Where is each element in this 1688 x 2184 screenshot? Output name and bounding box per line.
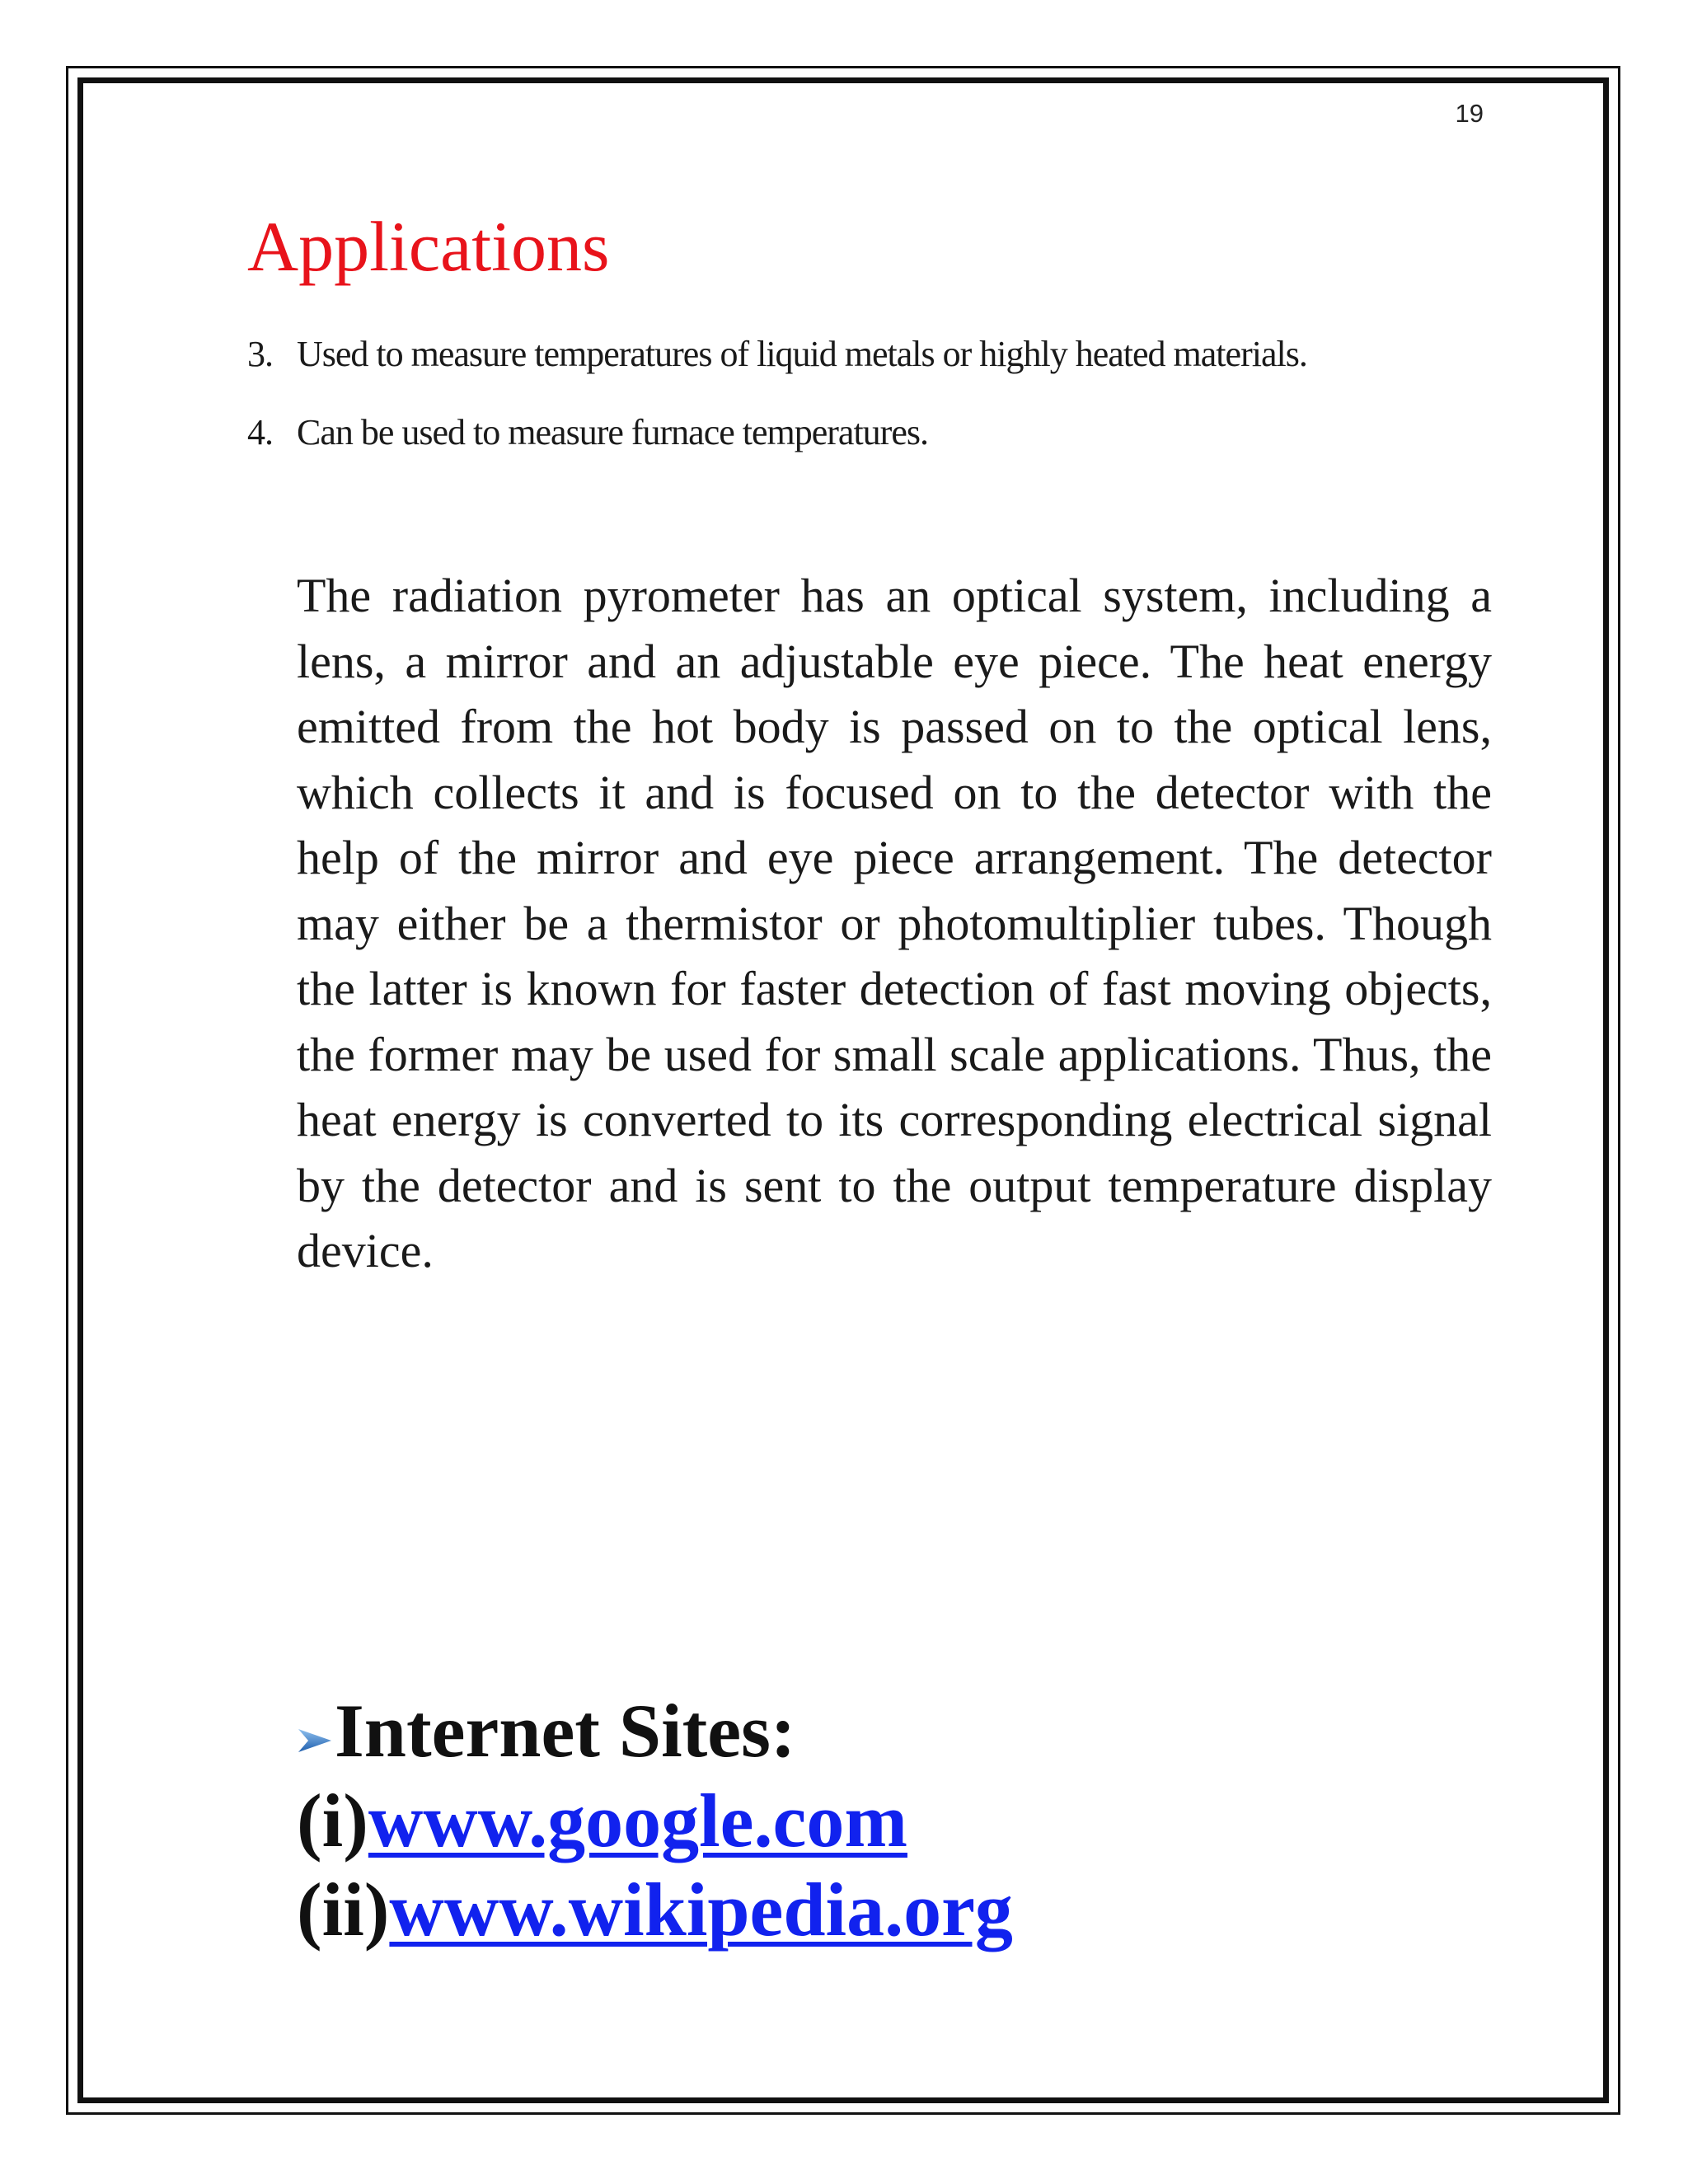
google-link[interactable]: www.google.com — [368, 1779, 907, 1863]
list-item-text: Can be used to measure furnace temperatures. — [297, 412, 928, 452]
page-number: 19 — [1455, 99, 1484, 128]
list-item-number: 3. — [247, 334, 273, 374]
site-entry — [297, 1865, 1451, 1954]
list-item-number: 4. — [247, 412, 273, 452]
body-paragraph: The radiation pyrometer has an optical system, including a lens, a mirror and an adjustable eye piece. The heat energy emitted from the hot body is passed on to the optical lens, which collects it and is focused on to the detector with the help of the mirror and eye piece arrangement. The detector may either be a thermistor or photomultiplier tubes. Though the latter is known for faster detection of fast moving objects, the former may be used for small scale applications. Thus, the heat energy is converted to its corresponding electrical signal by the detector and is sent to the output temperature display device. — [297, 569, 1492, 1277]
internet-sites-heading — [297, 1685, 1451, 1776]
section-heading-applications: Applications — [247, 207, 610, 286]
list-item-text: Used to measure temperatures of liquid metals or highly heated materials. — [297, 334, 1307, 374]
list-item — [247, 408, 1500, 486]
internet-sites-title: Internet Sites: — [335, 1689, 796, 1773]
site-prefix: (i) — [297, 1779, 368, 1863]
internet-sites-section — [297, 1685, 1451, 1954]
list-item — [247, 330, 1500, 408]
site-entry — [297, 1776, 1451, 1865]
wikipedia-link[interactable]: www.wikipedia.org — [389, 1868, 1013, 1952]
site-prefix: (ii) — [297, 1868, 390, 1952]
applications-list — [247, 330, 1500, 486]
arrow-bullet-icon — [297, 1724, 333, 1757]
